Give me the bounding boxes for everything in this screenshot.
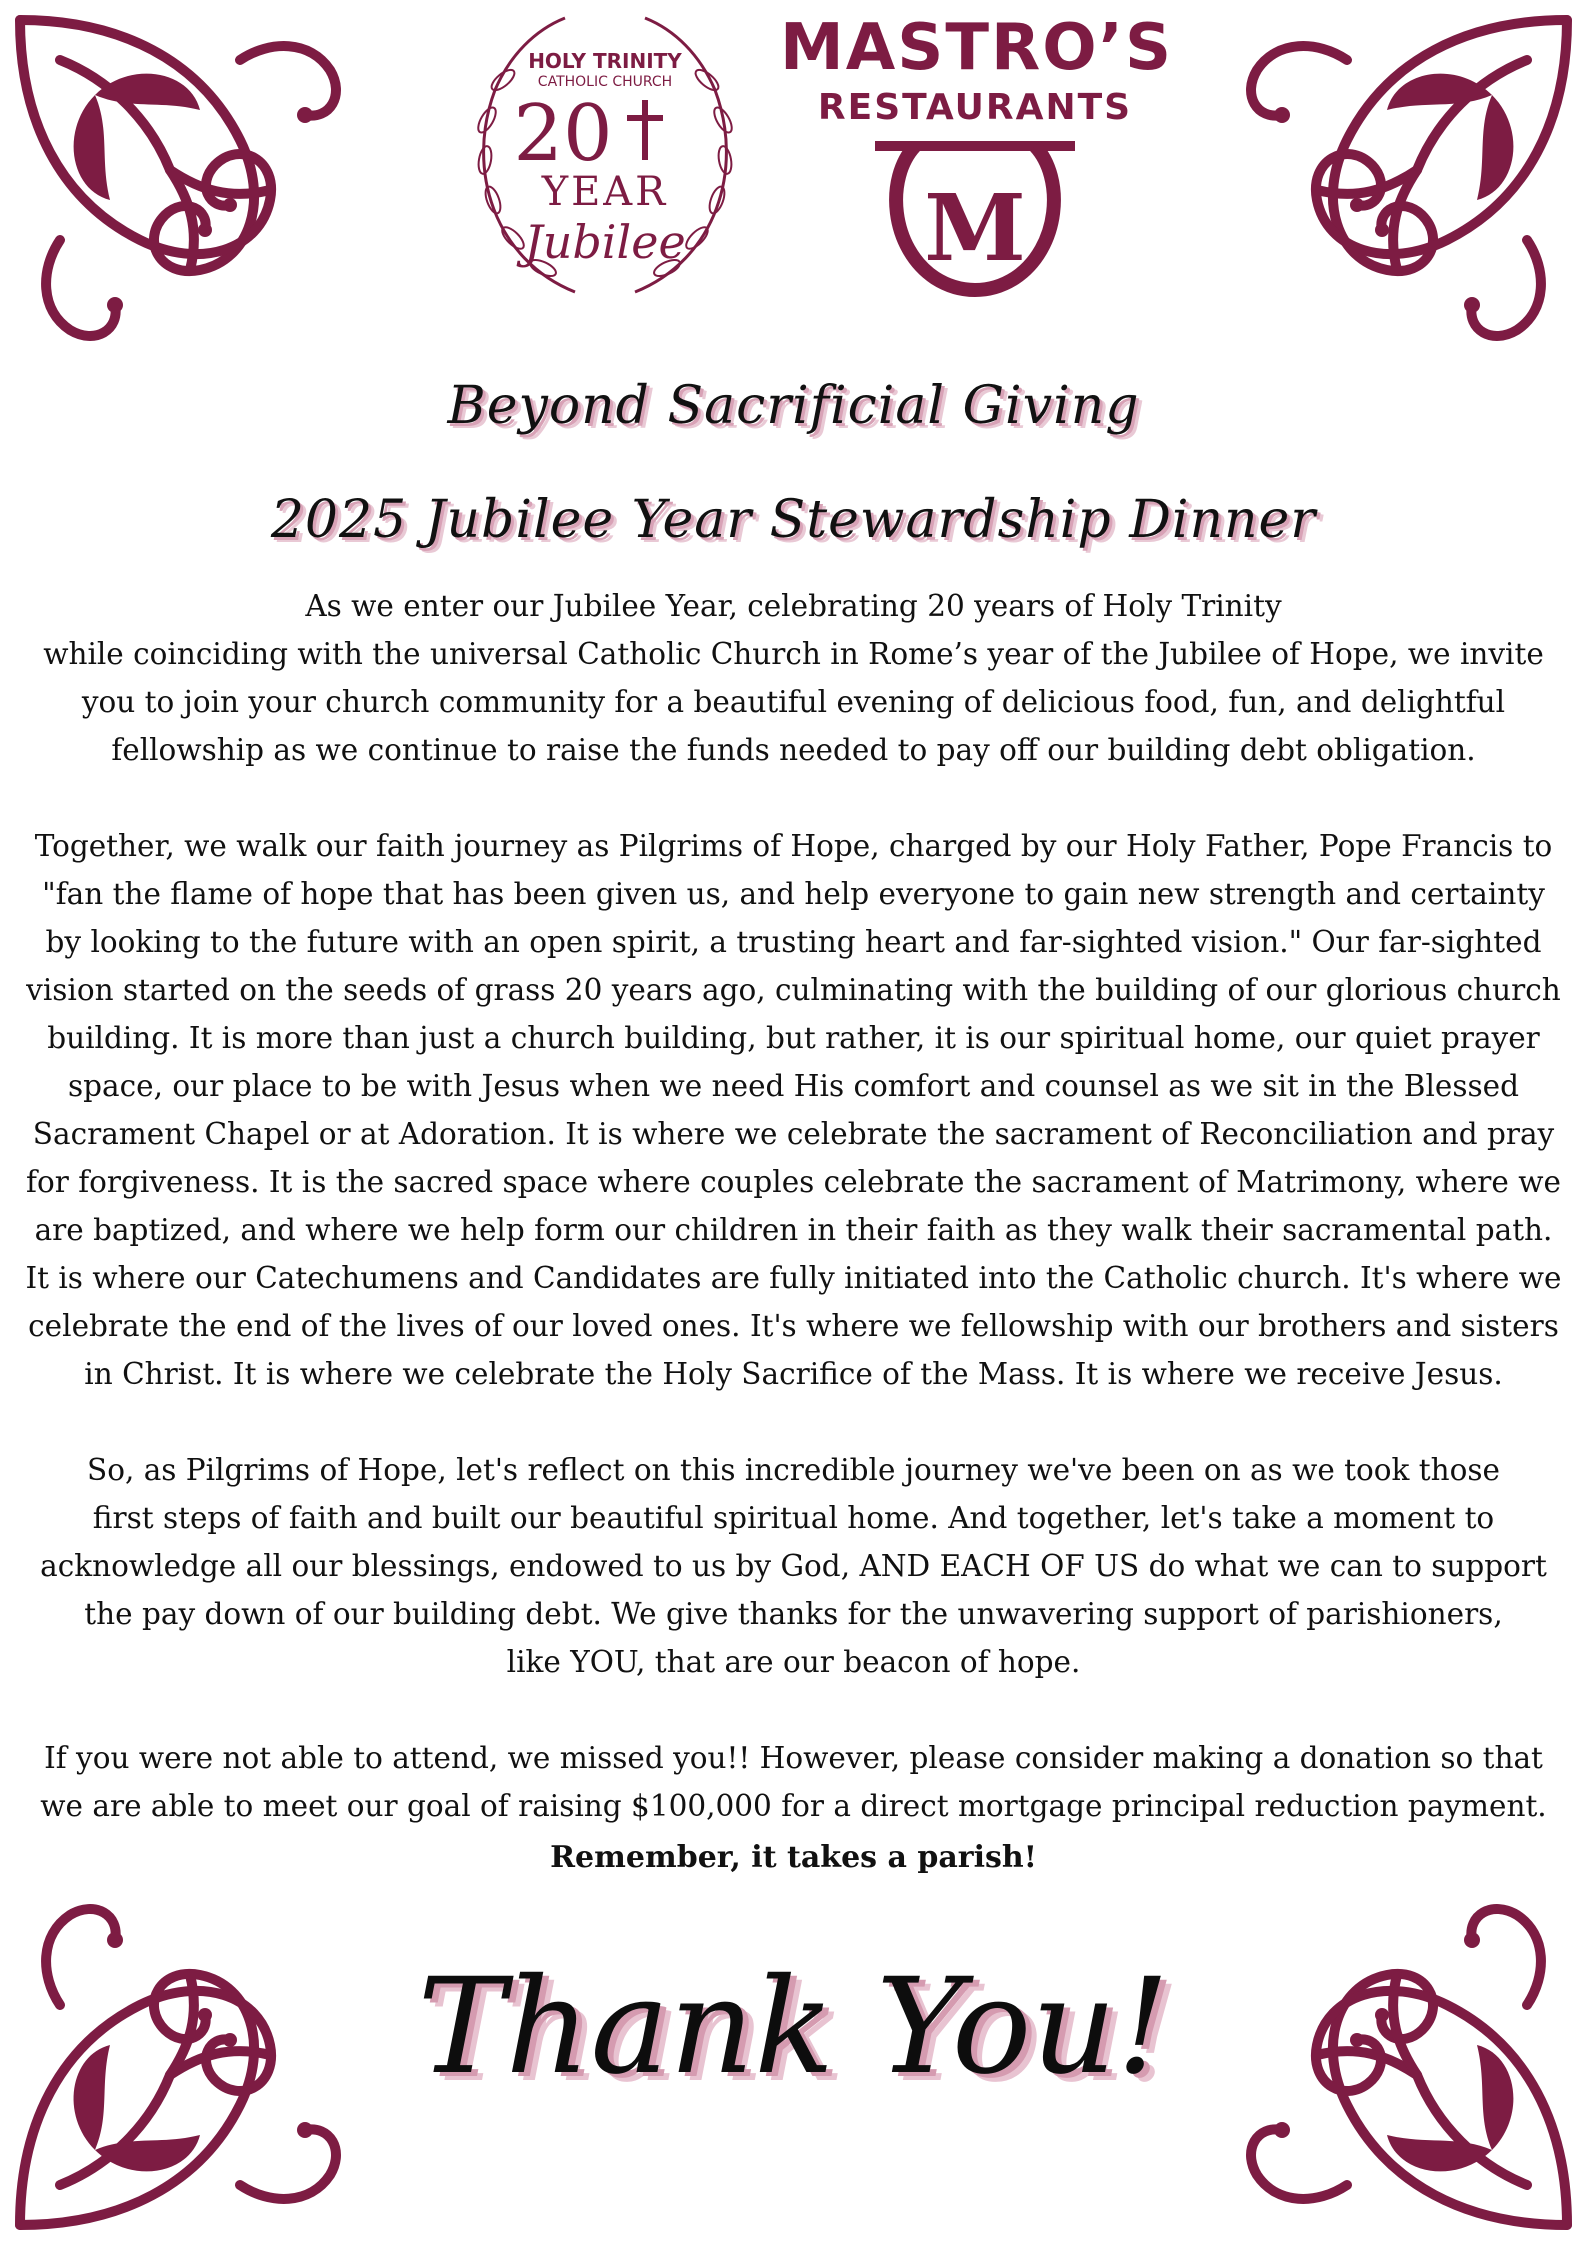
thank-you-heading: Thank You! [417, 1950, 1170, 2104]
paragraph-donation: If you were not able to attend, we missed you!! However, please consider making a donation so that we are able to meet our goal of raising $100,000 for a direct mortgage principal reduction payment. [40, 1741, 1547, 1823]
holy-trinity-jubilee-logo [455, 0, 755, 310]
mastros-letter: M [924, 174, 1026, 282]
paragraph-reflect: So, as Pilgrims of Hope, let's reflect on this incredible journey we've been on as we took those first steps of faith and built our beautiful spiritual home. And together, let's take a moment to acknowledge all our blessings, endowed to us by God, AND EACH OF US do what we can to support the pay down of our building debt. We give thanks for the unwavering support of parishioners, like YOU, that are our beacon of hope. [40, 1453, 1547, 1679]
paragraph-journey: Together, we walk our faith journey as Pilgrims of Hope, charged by our Holy Father, Pope Francis to "fan the flame of hope that has been given us, and help everyone to gain new strength and certainty by looking to the future with an open spirit, a trusting heart and far-sighted vision." Our far-sighted vision started on the seeds of grass 20 years ago, culminating with the building of our glorious church building. It is more than just a church building, but rather, it is our spiritual home, our quiet prayer space, our place to be with Jesus when we need His comfort and counsel as we sit in the Blessed Sacrament Chapel or at Adoration. It is where we celebrate the sacrament of Reconciliation and pray for forgiveness. It is the sacred space where couples celebrate the sacrament of Matrimony, where we are baptized, and where we help form our children in their faith as they walk their sacramental path. It is where our Catechumens and Candidates are fully initiated into the Catholic church. It's where we celebrate the end of the lives of our loved ones. It's where we fellowship with our brothers and sisters in Christ. It is where we celebrate the Holy Sacrifice of the Mass. It is where we receive Jesus. [25, 829, 1562, 1391]
flourish-corner-icon [1207, 0, 1587, 380]
paragraph-intro: As we enter our Jubilee Year, celebrating 20 years of Holy Trinity while coinciding with the universal Catholic Church in Rome’s year of the Jubilee of Hope, we invite you to join your church community for a beautiful evening of delicious food, fun, and delightful fellowship as we continue to raise the funds needed to pay off our building debt obligation. [43, 589, 1544, 767]
title-line-2: 2025 Jubilee Year Stewardship Dinner [270, 490, 1317, 550]
mastros-emblem-icon [855, 138, 1095, 298]
body-text [0, 582, 1587, 1878]
flourish-corner-icon [0, 0, 380, 380]
title-line-1: Beyond Sacrificial Giving [447, 376, 1140, 436]
mastros-name: MASTRO’S [780, 11, 1174, 85]
jubilee-number: 20 [513, 89, 613, 179]
jubilee-script: Jubilee [524, 215, 686, 269]
jubilee-line3: YEAR [541, 169, 669, 215]
cross-icon [627, 100, 663, 160]
jubilee-line1: HOLY TRINITY [528, 49, 682, 73]
mastros-logo [780, 11, 1174, 322]
remember-line: Remember, it takes a parish! [550, 1840, 1037, 1875]
jubilee-line2: CATHOLIC CHURCH [537, 74, 673, 90]
mastros-sub: RESTAURANTS [817, 87, 1133, 128]
